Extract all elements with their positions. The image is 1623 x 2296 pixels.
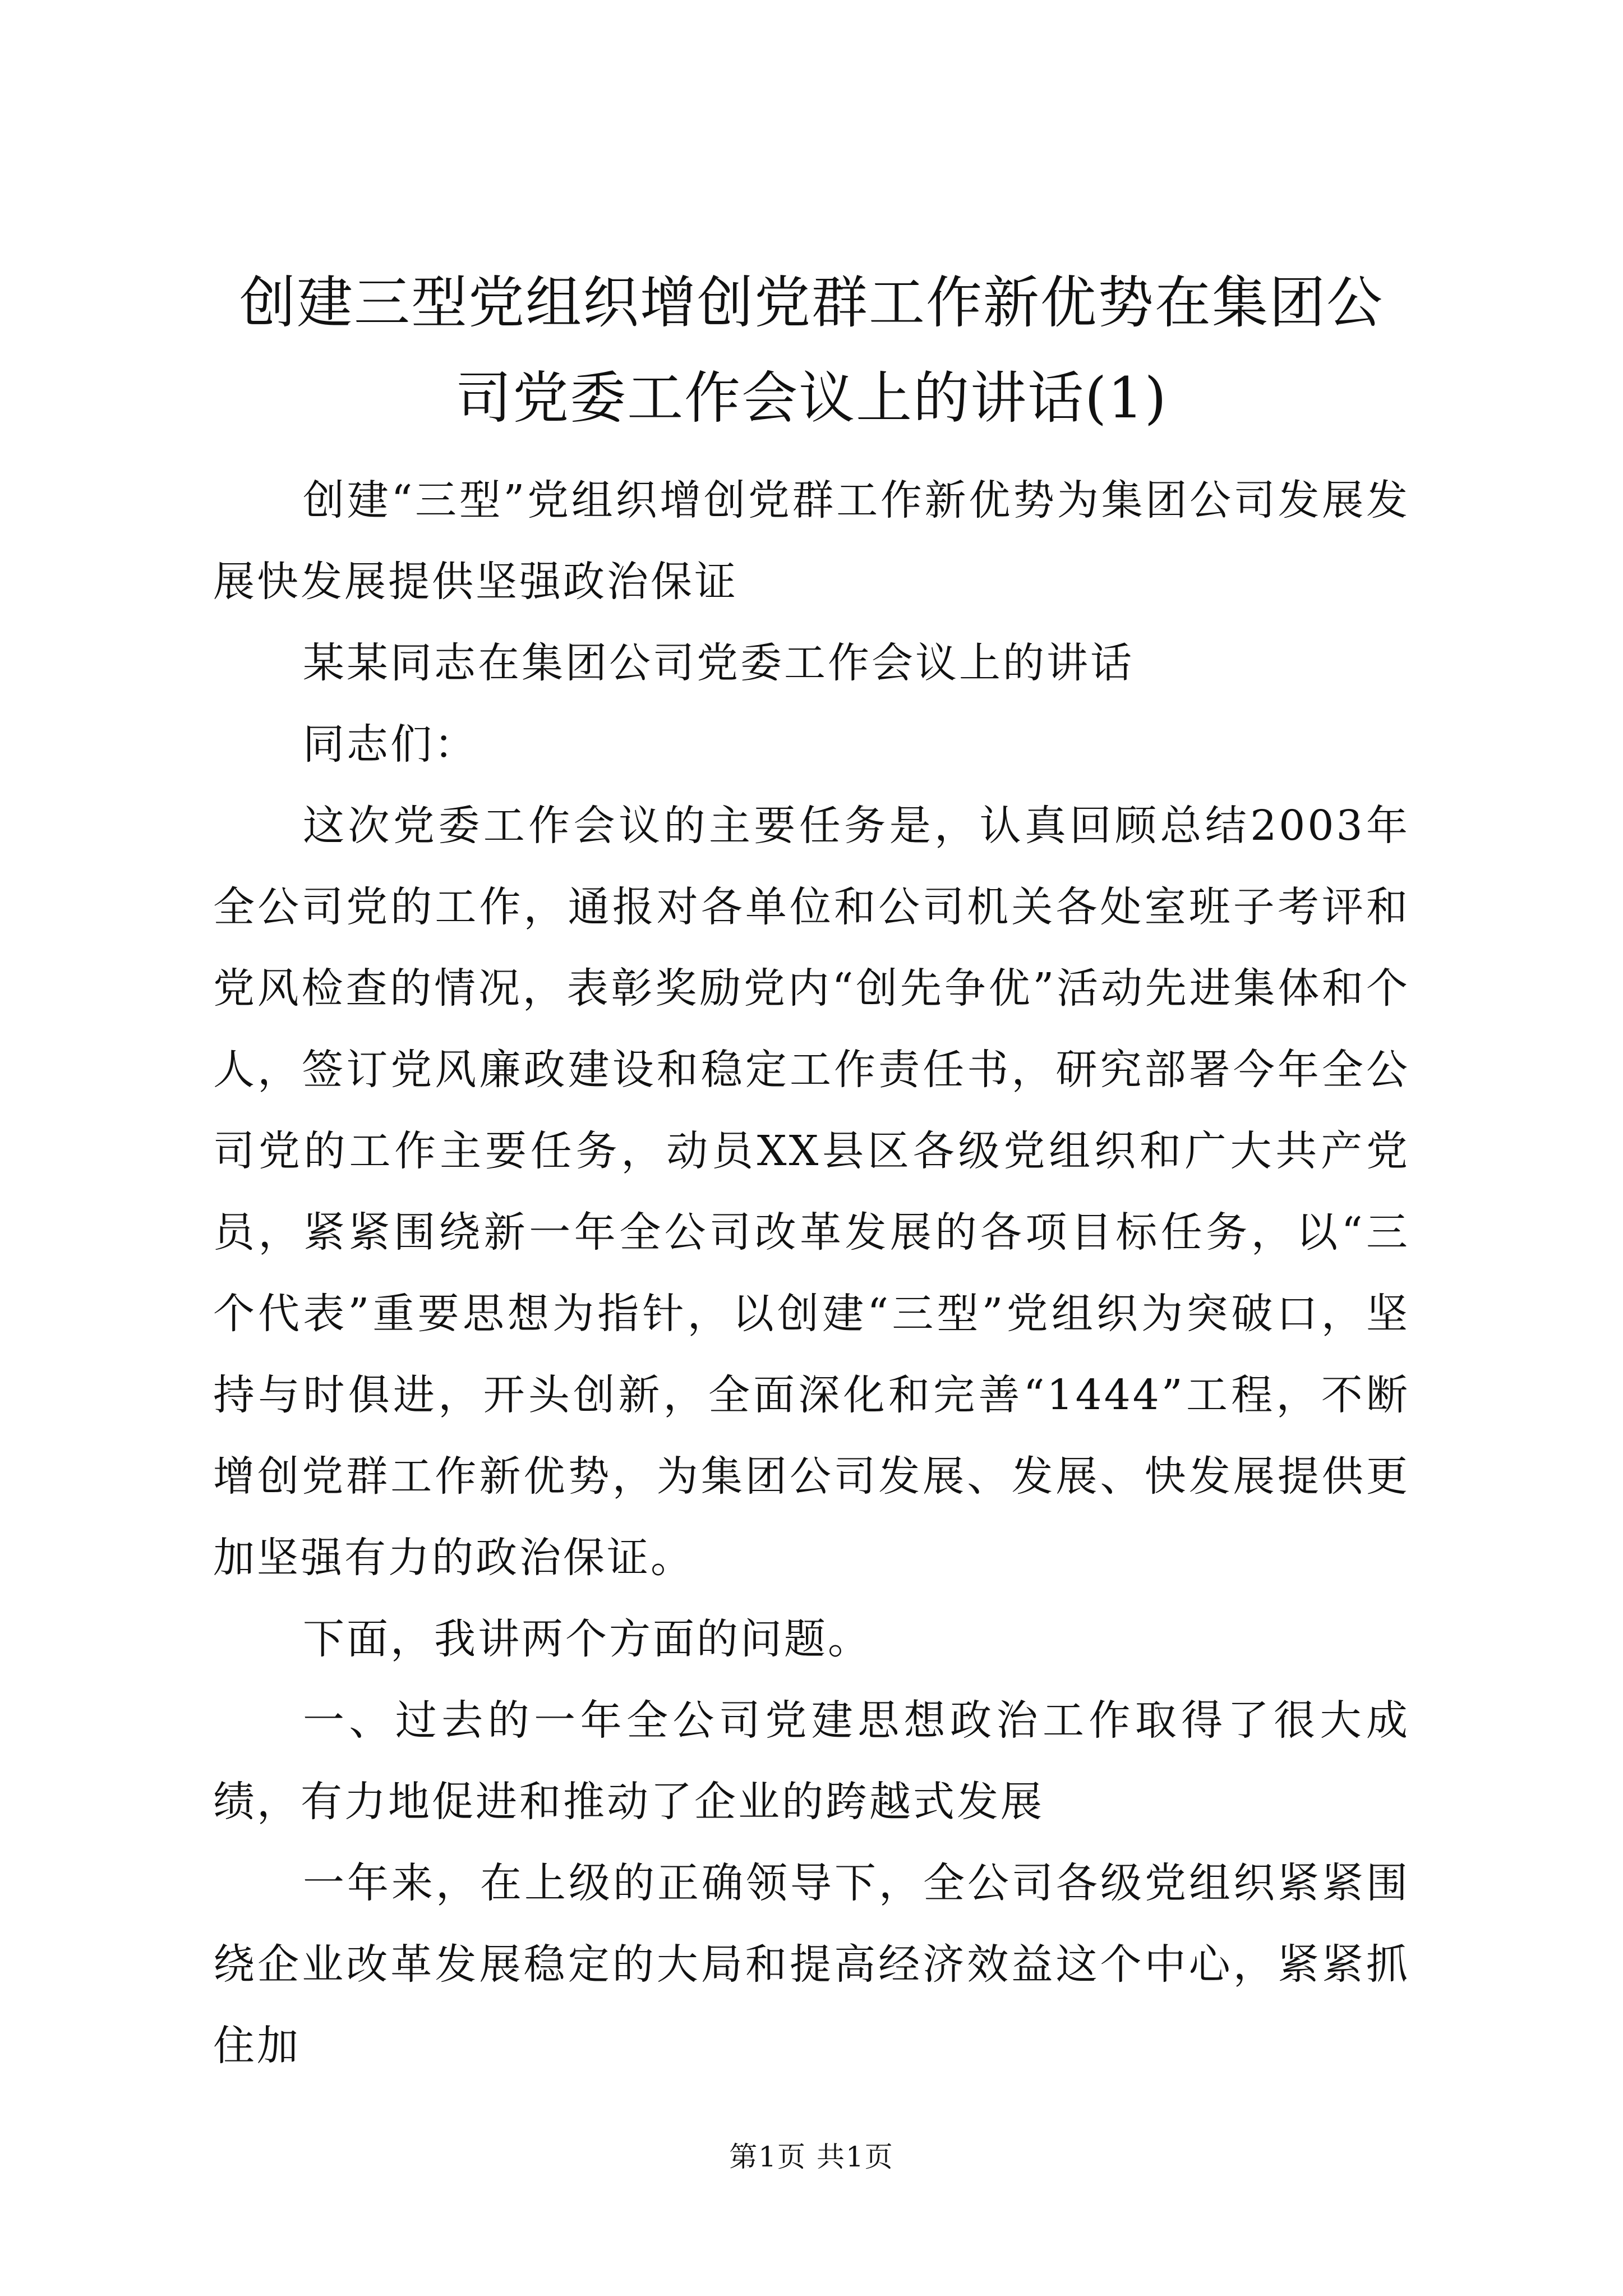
paragraph-subtitle: 创建“三型”党组织增创党群工作新优势为集团公司发展发展快发展提供坚强政治保证 [213,476,1410,606]
paragraph-section-heading: 一、过去的一年全公司党建思想政治工作取得了很大成绩，有力地促进和推动了企业的跨越式发展 [213,1696,1410,1826]
paragraph-review: 一年来，在上级的正确领导下，全公司各级党组织紧紧围绕企业改革发展稳定的大局和提高经济效益这个中心，紧紧抓住加 [213,1859,1410,2070]
paragraph-salutation: 同志们： [303,720,478,769]
paragraph-main-task: 这次党委工作会议的主要任务是，认真回顾总结2003年全公司党的工作，通报对各单位和公司机关各处室班子考评和党风检查的情况，表彰奖励党内“创先争优”活动先进集体和个人，签订党风廉政建设和稳定工作责任书，研究部署今年全公司党的工作主要任务，动员XX县区各级党组织和广大共产党员，紧紧围绕新一年全公司改革发展的各项目标任务，以“三个代表”重要思想为指针，以创建“三型”党组织为突破口，坚持与时俱进，开头创新，全面深化和完善“1444”工程，不断增创党群工作新优势，为集团公司发展、发展、快发展提供更加坚强有力的政治保证。 [213,802,1410,1582]
page-footer: 第1页 共1页 [729,2141,894,2173]
document-title: 创建三型党组织增创党群工作新优势在集团公司党委工作会议上的讲话(1) [239,270,1384,431]
document-body [213,460,1410,2087]
paragraph-speaker: 某某同志在集团公司党委工作会议上的讲话 [303,639,1134,687]
paragraph-outline: 下面，我讲两个方面的问题。 [303,1615,872,1663]
